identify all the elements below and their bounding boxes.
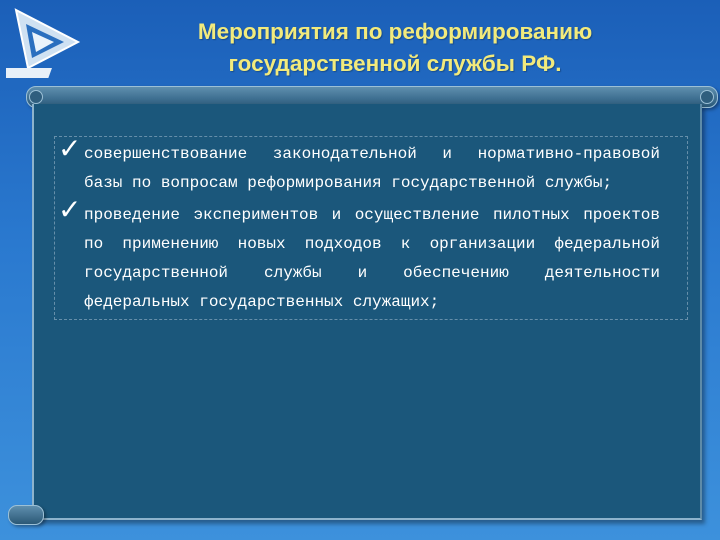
title-line-1: Мероприятия по реформированию <box>197 19 593 44</box>
checkmark-icon: ✓ <box>58 193 82 226</box>
page-title <box>100 16 690 80</box>
list-item-text: проведение экспериментов и осуществление пилотных проектов по применению новых подходов к организации федеральной государственной службы и обеспечению деятельности федеральных государственных служащих; <box>84 206 660 311</box>
scroll-bottom-roll <box>8 505 44 525</box>
bullet-list <box>58 132 660 320</box>
checkmark-icon: ✓ <box>58 132 82 165</box>
list-item-text: совершенствование законодательной и нормативно-правовой базы по вопросам реформирования государственной службы; <box>84 145 660 192</box>
list-item <box>58 193 660 317</box>
title-line-2: государственной службы РФ. <box>228 51 562 76</box>
logo-icon <box>6 2 86 84</box>
list-item <box>58 132 660 198</box>
